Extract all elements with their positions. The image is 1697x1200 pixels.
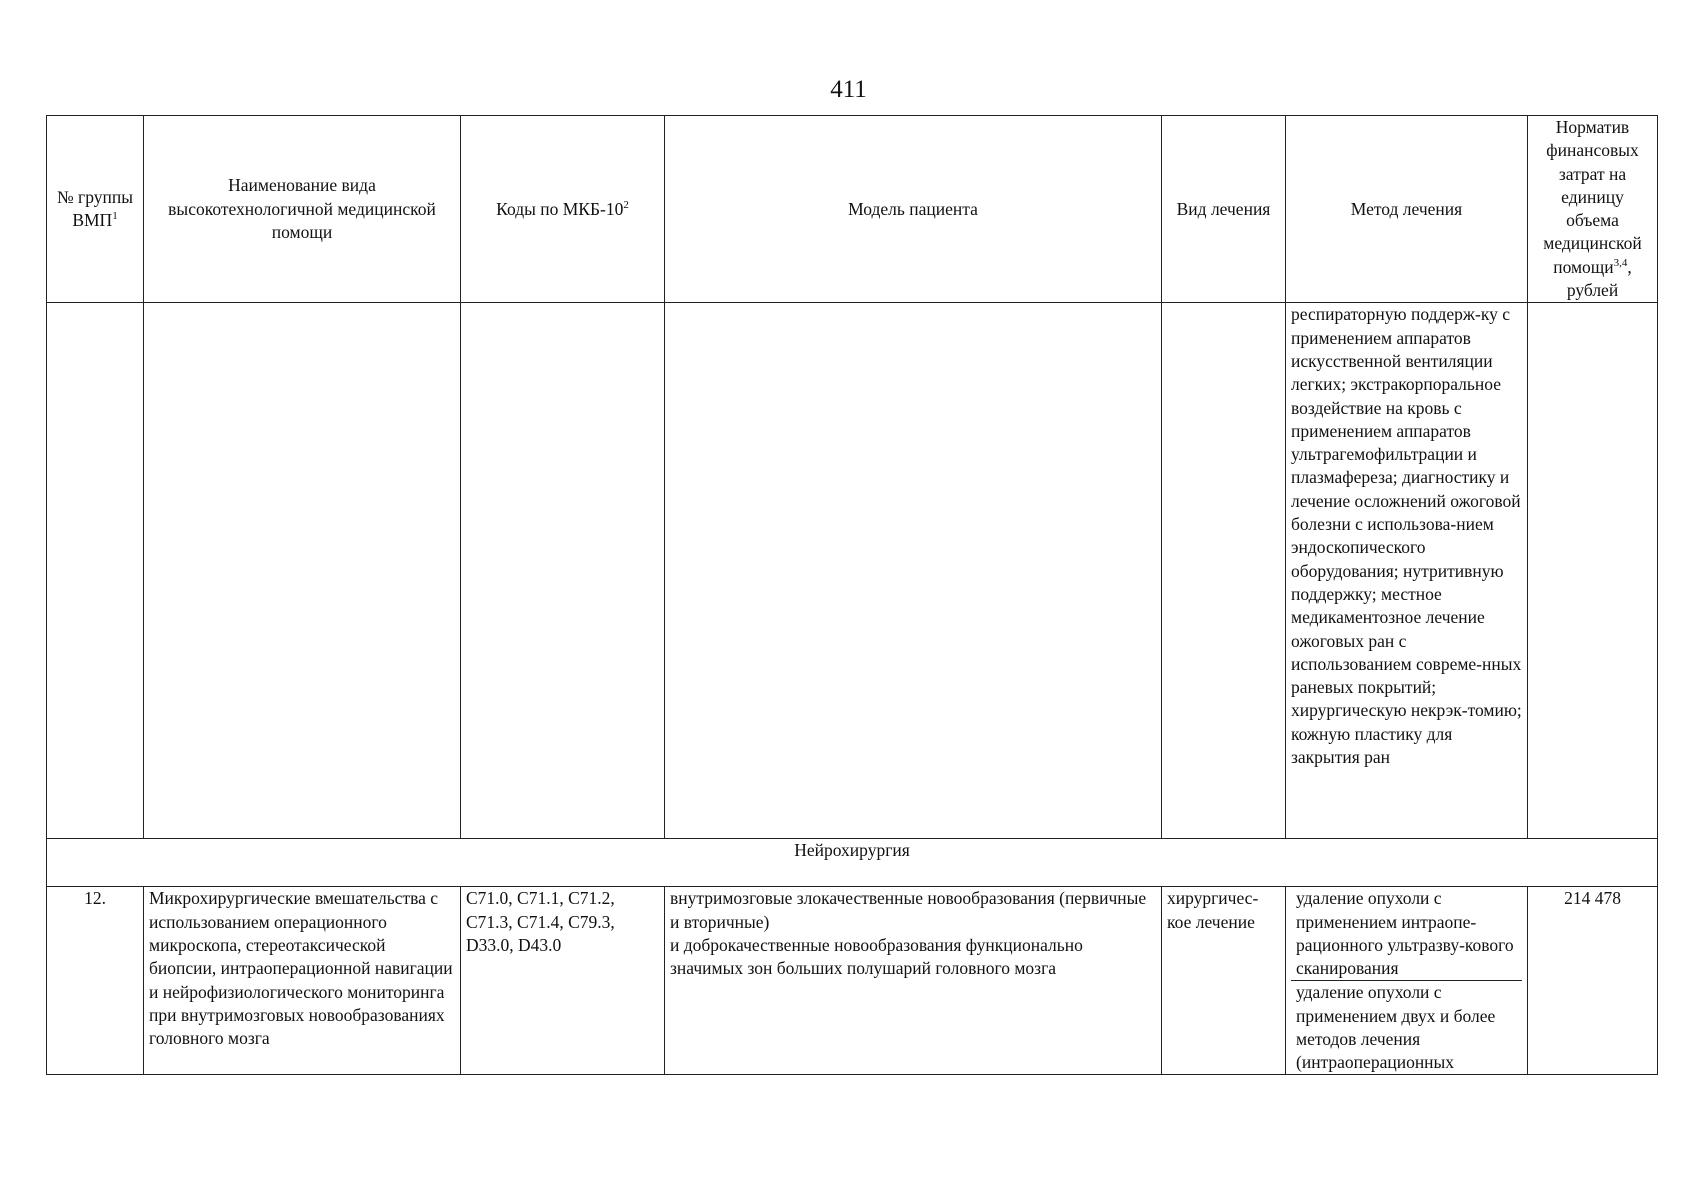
section-title: Нейрохирургия bbox=[47, 839, 1658, 887]
row-treatment-methods bbox=[1286, 887, 1528, 1075]
header-treatment-type: Вид лечения bbox=[1162, 116, 1286, 303]
header-group-no: № группы ВМП$^1$ bbox=[47, 116, 144, 303]
row-norm: 214 478 bbox=[1528, 887, 1658, 1075]
method-item: удаление опухоли с применением двух и более методов лечения (интраоперационных bbox=[1296, 982, 1496, 1073]
row-number: 12. bbox=[47, 887, 144, 1075]
table-header-row bbox=[47, 116, 1658, 303]
page-number: 411 bbox=[830, 76, 867, 103]
method-item: удаление опухоли с применением интраопе-рационного ультразву-кового сканирования bbox=[1291, 887, 1522, 981]
continuation-row bbox=[47, 303, 1658, 839]
row-name: Микрохирургические вмешательства с использованием операционного микроскопа, стереотаксической биопсии, интраоперационной навигации и нейрофизиологического мониторинга при внутримозговых новообразованиях головного мозга bbox=[144, 887, 461, 1075]
patient-model-line-2: и доброкачественные новообразования функционально значимых зон больших полушарий головного мозга bbox=[670, 934, 1083, 979]
row-codes: C71.0, C71.1, C71.2, C71.3, C71.4, C79.3, D33.0, D43.0 bbox=[461, 887, 665, 1075]
header-norm: Норматив финансовых затрат на единицу объема медицинской помощи$^{3,4}$, рублей bbox=[1528, 116, 1658, 303]
header-codes: Коды по МКБ-$10^2$ bbox=[461, 116, 665, 303]
row-patient-model bbox=[665, 887, 1162, 1075]
table-row bbox=[47, 887, 1658, 1075]
row-treatment-type: хирургичес-кое лечение bbox=[1162, 887, 1286, 1075]
header-name: Наименование вида высокотехнологичной медицинской помощи bbox=[144, 116, 461, 303]
patient-model-line-1: внутримозговые злокачественные новообразования (первичные и вторичные) bbox=[670, 888, 1147, 932]
section-row bbox=[47, 839, 1658, 887]
header-patient-model: Модель пациента bbox=[665, 116, 1162, 303]
vmp-table bbox=[46, 115, 1658, 1075]
header-treatment-method: Метод лечения bbox=[1286, 116, 1528, 303]
continuation-method-cell: респираторную поддерж-ку с применением аппаратов искусственной вентиляции легких; экстракорпоральное воздействие на кровь с применением аппаратов ультрагемофильтрации и плазмафереза; диагностику и лечение осложнений ожоговой болезни с использова-нием эндоскопического оборудования; нутритивную поддержку; местное медикаментозное лечение ожоговых ран с использованием совреме-нных раневых покрытий; хирургическую некрэк-томию; кожную пластику для закрытия ран bbox=[1286, 303, 1528, 839]
